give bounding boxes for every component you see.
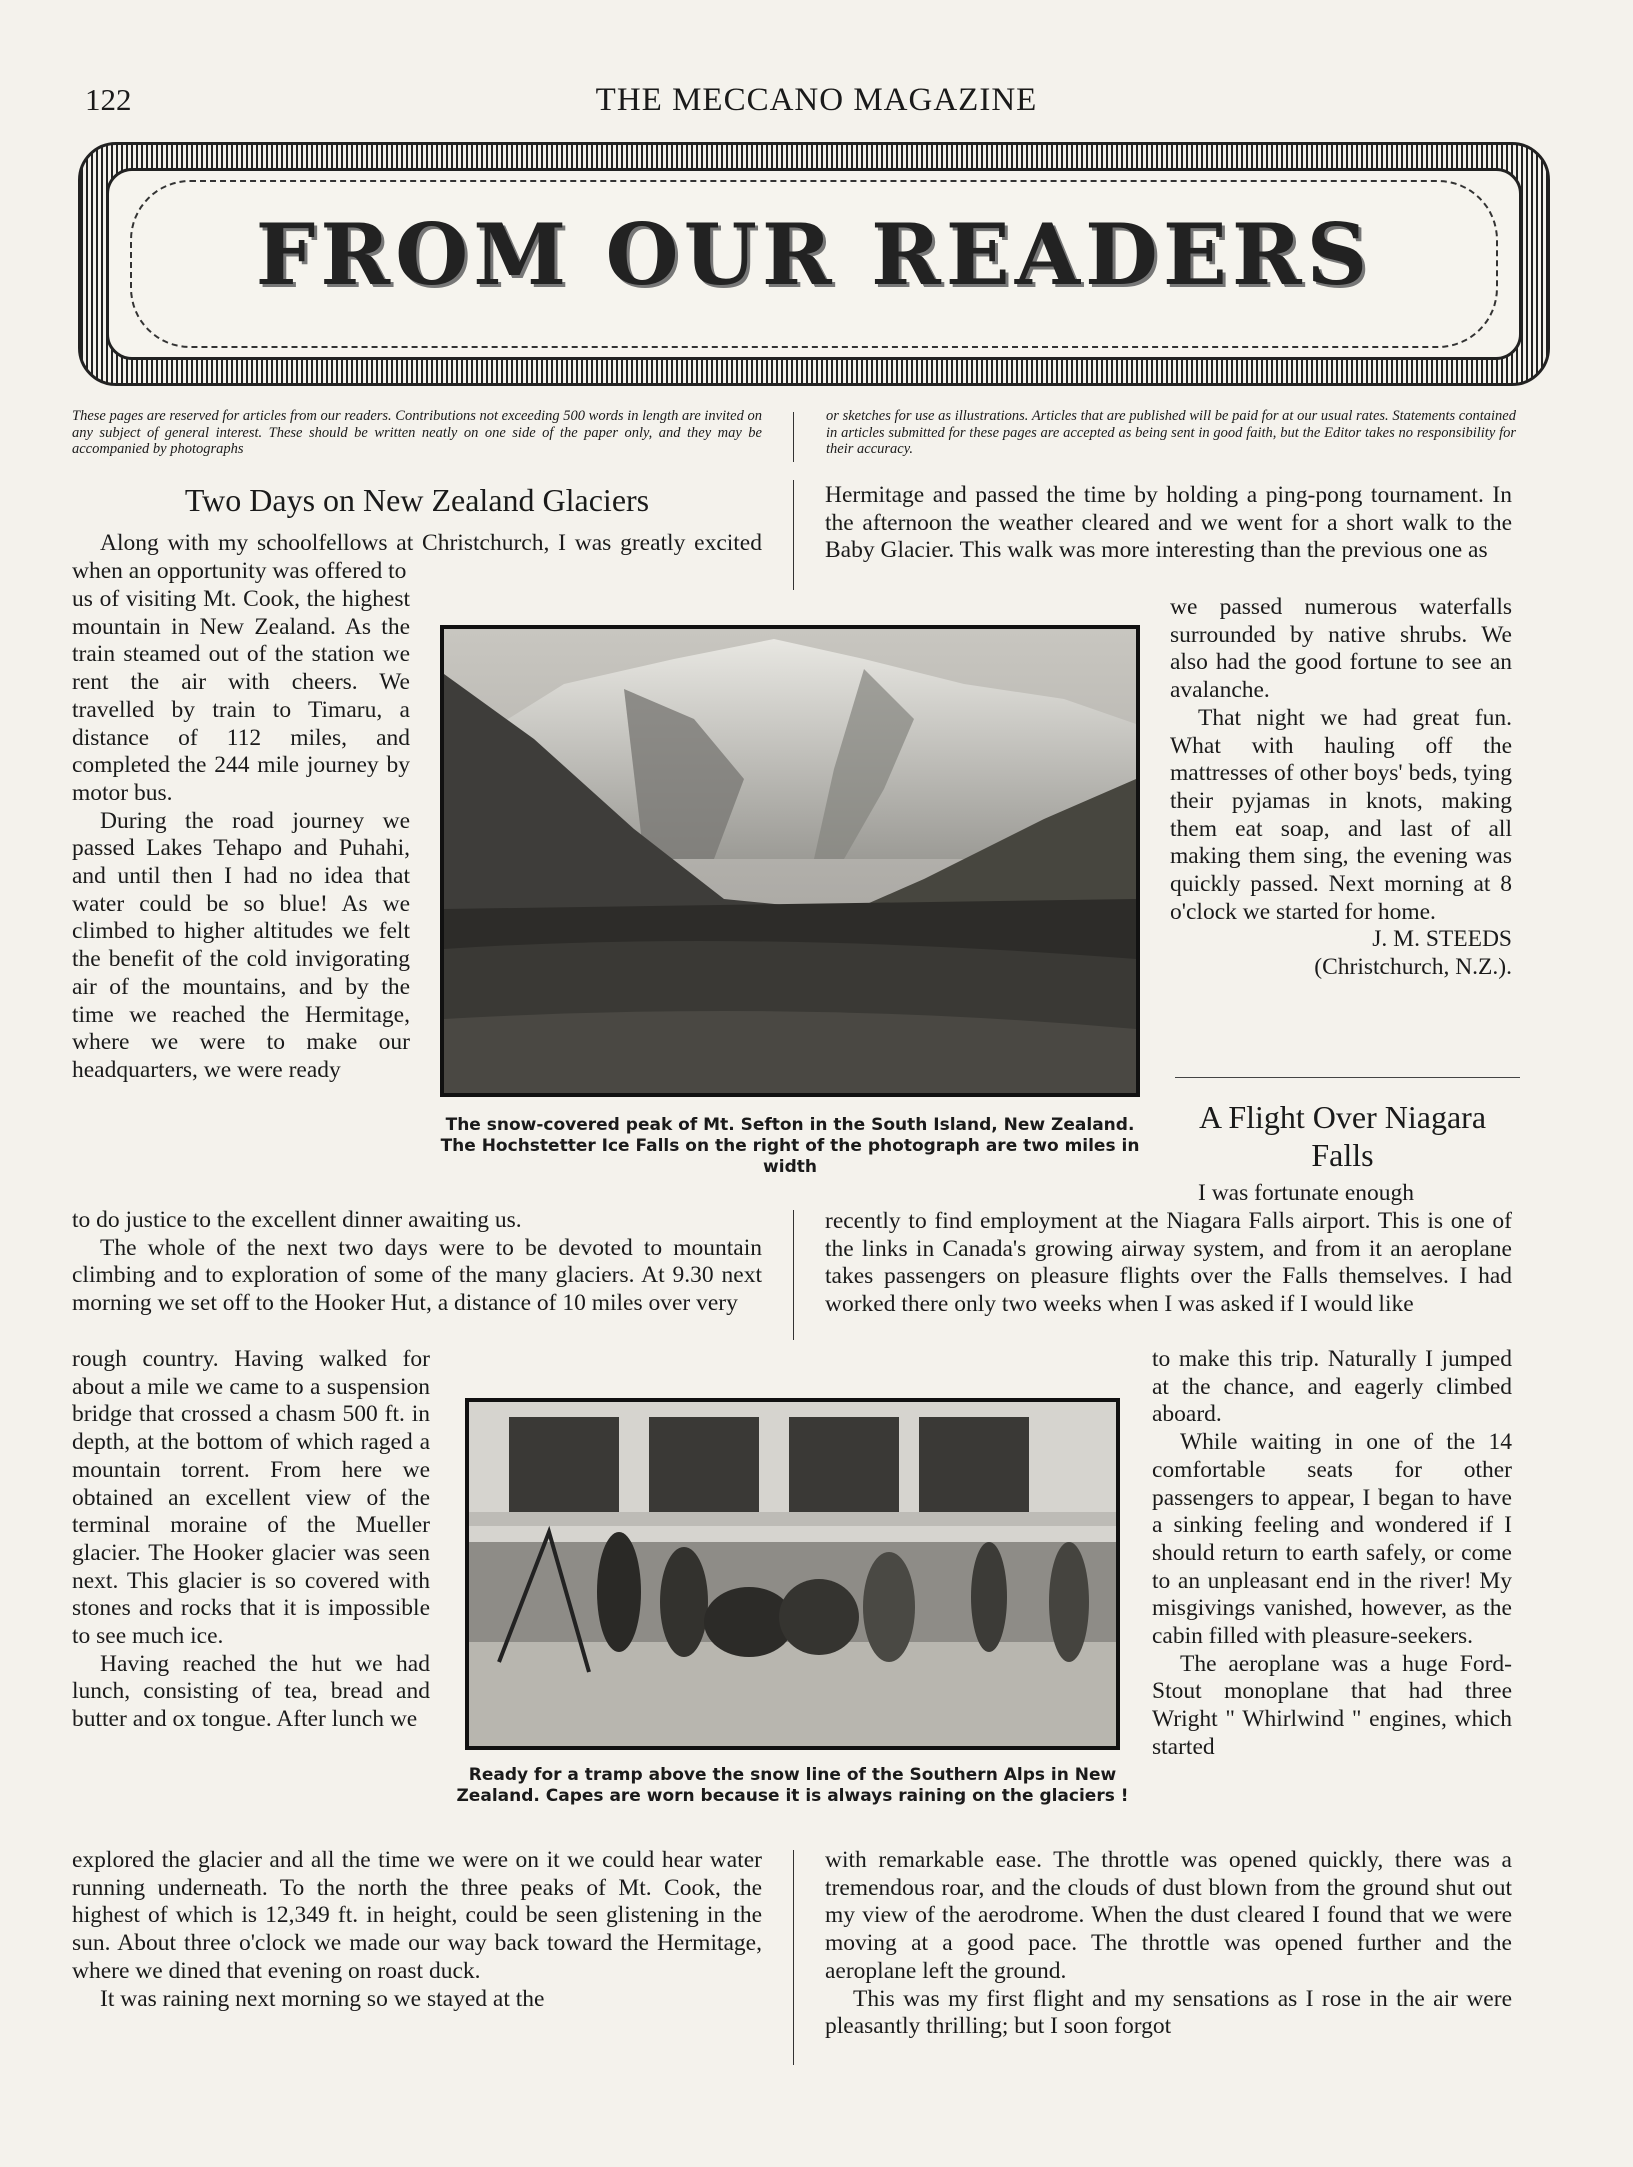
author-location: (Christchurch, N.Z.). (1314, 954, 1512, 981)
article-headline-niagara: A Flight Over Niagara Falls (1198, 1099, 1487, 1173)
author-signature: J. M. STEEDS (1372, 926, 1512, 953)
group-photo (465, 1398, 1120, 1750)
column-divider (793, 1210, 794, 1340)
article-column-narrow (72, 1346, 430, 1734)
page-number: 122 (85, 82, 132, 117)
paragraph-text: It was raining next morning so we stayed at the (100, 1985, 545, 2012)
paragraph-text: During the road journey we passed Lakes Tehapo and Puhahi, and until then I had no idea that water could be so blue! As we climbed to higher altitudes we felt the benefit of the cold invigorating air of the mountains, and by the time we reached the Hermitage, where we were to make our headquarters, we were ready (72, 807, 410, 1083)
paragraph-text: we passed numerous waterfalls surrounded by native shrubs. We also had the good fortune to see an avalanche. (1170, 594, 1512, 704)
article-column-wide (825, 1847, 1512, 2041)
intro-notice-left: These pages are reserved for articles from our readers. Contributions not exceeding 500 words in length are invited on any subject of general interest. These should be written neatly on one side of the paper only, and they may be accompanied by photographs (72, 408, 762, 457)
paragraph-text: The whole of the next two days were to be devoted to mountain climbing and to exploration of some of the many glaciers. At 9.30 next morning we set off to the Hooker Hut, a distance of 10 miles over very (72, 1234, 762, 1317)
article-headline-glaciers: Two Days on New Zealand Glaciers (184, 482, 650, 518)
article-paragraph (72, 530, 762, 585)
paragraph-text: with remarkable ease. The throttle was opened quickly, there was a tremendous roar, and the clouds of dust blown from the ground shut out my view of the aerodrome. When the dust cleared I found that we were moving at a good pace. The throttle was opened further and the aeroplane left the ground. (825, 1847, 1512, 1984)
article-column-wide (72, 1207, 762, 1318)
paragraph-text: This was my first flight and my sensations as I rose in the air were pleasantly thrilling; but I soon forgot (825, 1985, 1512, 2040)
intro-notice-right: or sketches for use as illustrations. Articles that are published will be paid for at our usual rates. Statements contained in articles submitted for these pages are accepted as being sent in good faith, but the Editor takes no responsibility for their accuracy. (826, 408, 1516, 457)
mountain-photo (440, 625, 1140, 1097)
paragraph-text: rough country. Having walked for about a mile we came to a suspension bridge that crossed a chasm 500 ft. in depth, at the bottom of which raged a mountain torrent. From here we obtained an excellent view of the terminal moraine of the Mueller glacier. The Hooker glacier was seen next. This glacier is so covered with stones and rocks that it is impossible to see much ice. (72, 1346, 430, 1650)
paragraph-text: us of visiting Mt. Cook, the highest mountain in New Zealand. As the train steamed out of the station we rent the air with cheers. We travelled by train to Timaru, a distance of 112 miles, and completed the 244 mile journey by motor bus. (72, 586, 410, 806)
article-column-narrow (1170, 1180, 1512, 1208)
banner-title: FROM OUR READERS (255, 205, 1373, 304)
paragraph-text: The aeroplane was a huge Ford-Stout monoplane that had three Wright " Whirlwind " engines, which started (1152, 1650, 1512, 1760)
article-column-wide (825, 482, 1512, 565)
article-column-narrow (72, 586, 410, 1085)
intro-divider (793, 412, 794, 462)
mountain-image (444, 629, 1136, 1093)
paragraph-text: Having reached the hut we had lunch, consisting of tea, bread and butter and ox tongue. After lunch we (72, 1650, 430, 1733)
article-column-narrow (1170, 594, 1512, 982)
paragraph-text: to make this trip. Naturally I jumped at the chance, and eagerly climbed aboard. (1152, 1346, 1512, 1428)
paragraph-text: While waiting in one of the 14 comfortable seats for other passengers to appear, I began to have a sinking feeling and wondered if I should return to earth safely, or come to an unpleasant end in the river! My misgivings vanished, however, as the cabin filled with pleasure-seekers. (1152, 1429, 1512, 1650)
paragraph-text: recently to find employment at the Niagara Falls airport. This is one of the links in Canada's growing airway system, and from it an aeroplane takes passengers on pleasure flights over the Falls themselves. I had worked there only two weeks when I was asked if I would like (825, 1208, 1512, 1318)
paragraph-text: Along with my schoolfellows at Christchurch, I was greatly excited when an opportunity was offered to (72, 530, 762, 584)
paragraph-text: Hermitage and passed the time by holding a ping-pong tournament. In the afternoon the weather cleared and we went for a short walk to the Baby Glacier. This walk was more interesting than the previous one as (825, 482, 1512, 564)
column-divider (793, 480, 794, 590)
article-separator (1175, 1077, 1520, 1078)
group-image (469, 1402, 1116, 1746)
paragraph-text: explored the glacier and all the time we were on it we could hear water running underneath. To the north the three peaks of Mt. Cook, the highest of which is 12,349 ft. in height, could be seen glistening in the sun. About three o'clock we made our way back toward the Hermitage, where we dined that evening on roast duck. (72, 1847, 762, 1984)
paragraph-text: to do justice to the excellent dinner awaiting us. (72, 1207, 522, 1233)
column-divider (793, 1850, 794, 2065)
article-column-wide (72, 1847, 762, 2013)
photo-caption: The snow-covered peak of Mt. Sefton in the South Island, New Zealand. The Hochstetter Ice Falls on the right of the photograph are two miles in width (440, 1115, 1140, 1177)
paragraph-text: That night we had great fun. What with hauling off the mattresses of other boys' beds, tying their pyjamas in knots, making them eat soap, and last of all making them sing, the evening was quickly passed. Next morning at 8 o'clock we started for home. (1170, 704, 1512, 925)
photo-caption: Ready for a tramp above the snow line of the Southern Alps in New Zealand. Capes are worn because it is always raining on the glaciers ! (456, 1765, 1129, 1806)
paragraph-text: I was fortunate enough (1198, 1180, 1414, 1206)
article-column-wide (825, 1208, 1512, 1319)
article-column-narrow (1152, 1346, 1512, 1762)
magazine-title: THE MECCANO MAGAZINE (595, 82, 1038, 118)
